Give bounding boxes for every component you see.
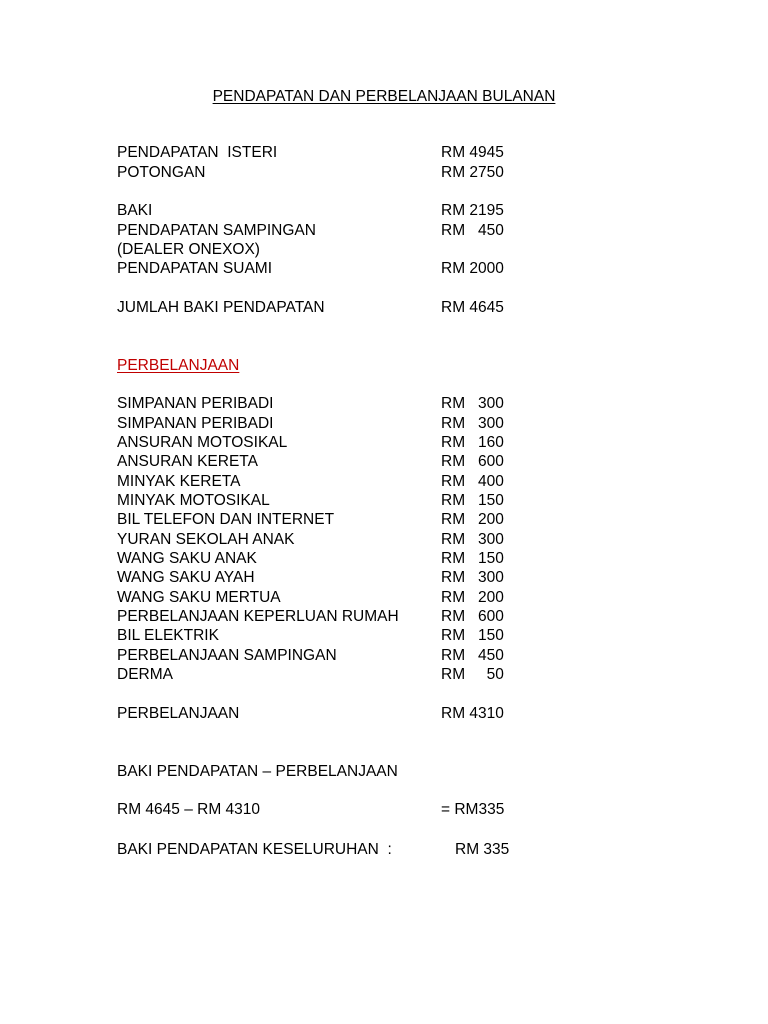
income-label-sampingan: PENDAPATAN SAMPINGAN [117, 222, 316, 239]
expense-amount: RM 160 [441, 434, 504, 451]
overall-balance-amount: RM 335 [455, 841, 510, 858]
expense-label: SIMPANAN PERIBADI [117, 415, 274, 432]
expense-label: WANG SAKU AYAH [117, 569, 255, 586]
expenses-total-label: PERBELANJAAN [117, 705, 240, 722]
income-label-isteri: PENDAPATAN ISTERI [117, 144, 278, 161]
expense-label: MINYAK MOTOSIKAL [117, 492, 270, 509]
income-label-suami: PENDAPATAN SUAMI [117, 260, 273, 277]
expense-amount: RM 150 [441, 492, 504, 509]
expense-amount: RM 450 [441, 647, 504, 664]
income-label-baki: BAKI [117, 202, 153, 219]
expense-amount: RM 600 [441, 608, 504, 625]
calculation-result: = RM335 [441, 801, 505, 818]
expense-label: BIL TELEFON DAN INTERNET [117, 511, 335, 528]
expense-amount: RM 150 [441, 627, 504, 644]
expense-amount: RM 50 [441, 666, 504, 683]
income-label-potongan: POTONGAN [117, 164, 206, 181]
expense-amount: RM 200 [441, 511, 504, 528]
difference-heading: BAKI PENDAPATAN – PERBELANJAAN [117, 763, 398, 780]
expense-label: PERBELANJAAN KEPERLUAN RUMAH [117, 608, 399, 625]
expense-label: YURAN SEKOLAH ANAK [117, 531, 295, 548]
expense-amount: RM 300 [441, 395, 504, 412]
overall-balance-label: BAKI PENDAPATAN KESELURUHAN : [117, 841, 392, 858]
income-amount-isteri: RM 4945 [441, 144, 504, 161]
expense-label: BIL ELEKTRIK [117, 627, 219, 644]
expense-amount: RM 400 [441, 473, 504, 490]
income-amount-suami: RM 2000 [441, 260, 504, 277]
expense-label: ANSURAN MOTOSIKAL [117, 434, 288, 451]
expense-amount: RM 300 [441, 415, 504, 432]
expenses-total-amount: RM 4310 [441, 705, 504, 722]
expense-amount: RM 200 [441, 589, 504, 606]
expense-label: ANSURAN KERETA [117, 453, 258, 470]
income-total-label: JUMLAH BAKI PENDAPATAN [117, 299, 325, 316]
income-amount-potongan: RM 2750 [441, 164, 504, 181]
income-label-dealer: (DEALER ONEXOX) [117, 241, 260, 258]
income-total-amount: RM 4645 [441, 299, 504, 316]
income-amount-sampingan: RM 450 [441, 222, 504, 239]
expense-label: MINYAK KERETA [117, 473, 241, 490]
calculation-expression: RM 4645 – RM 4310 [117, 801, 261, 818]
expense-label: DERMA [117, 666, 173, 683]
expense-amount: RM 300 [441, 531, 504, 548]
expense-label: SIMPANAN PERIBADI [117, 395, 274, 412]
document-title: PENDAPATAN DAN PERBELANJAAN BULANAN [212, 88, 556, 105]
expense-label: WANG SAKU ANAK [117, 550, 257, 567]
expense-amount: RM 600 [441, 453, 504, 470]
expenses-heading: PERBELANJAAN [117, 357, 240, 374]
expense-label: PERBELANJAAN SAMPINGAN [117, 647, 337, 664]
income-amount-baki: RM 2195 [441, 202, 504, 219]
expense-label: WANG SAKU MERTUA [117, 589, 281, 606]
expense-amount: RM 150 [441, 550, 504, 567]
expense-amount: RM 300 [441, 569, 504, 586]
